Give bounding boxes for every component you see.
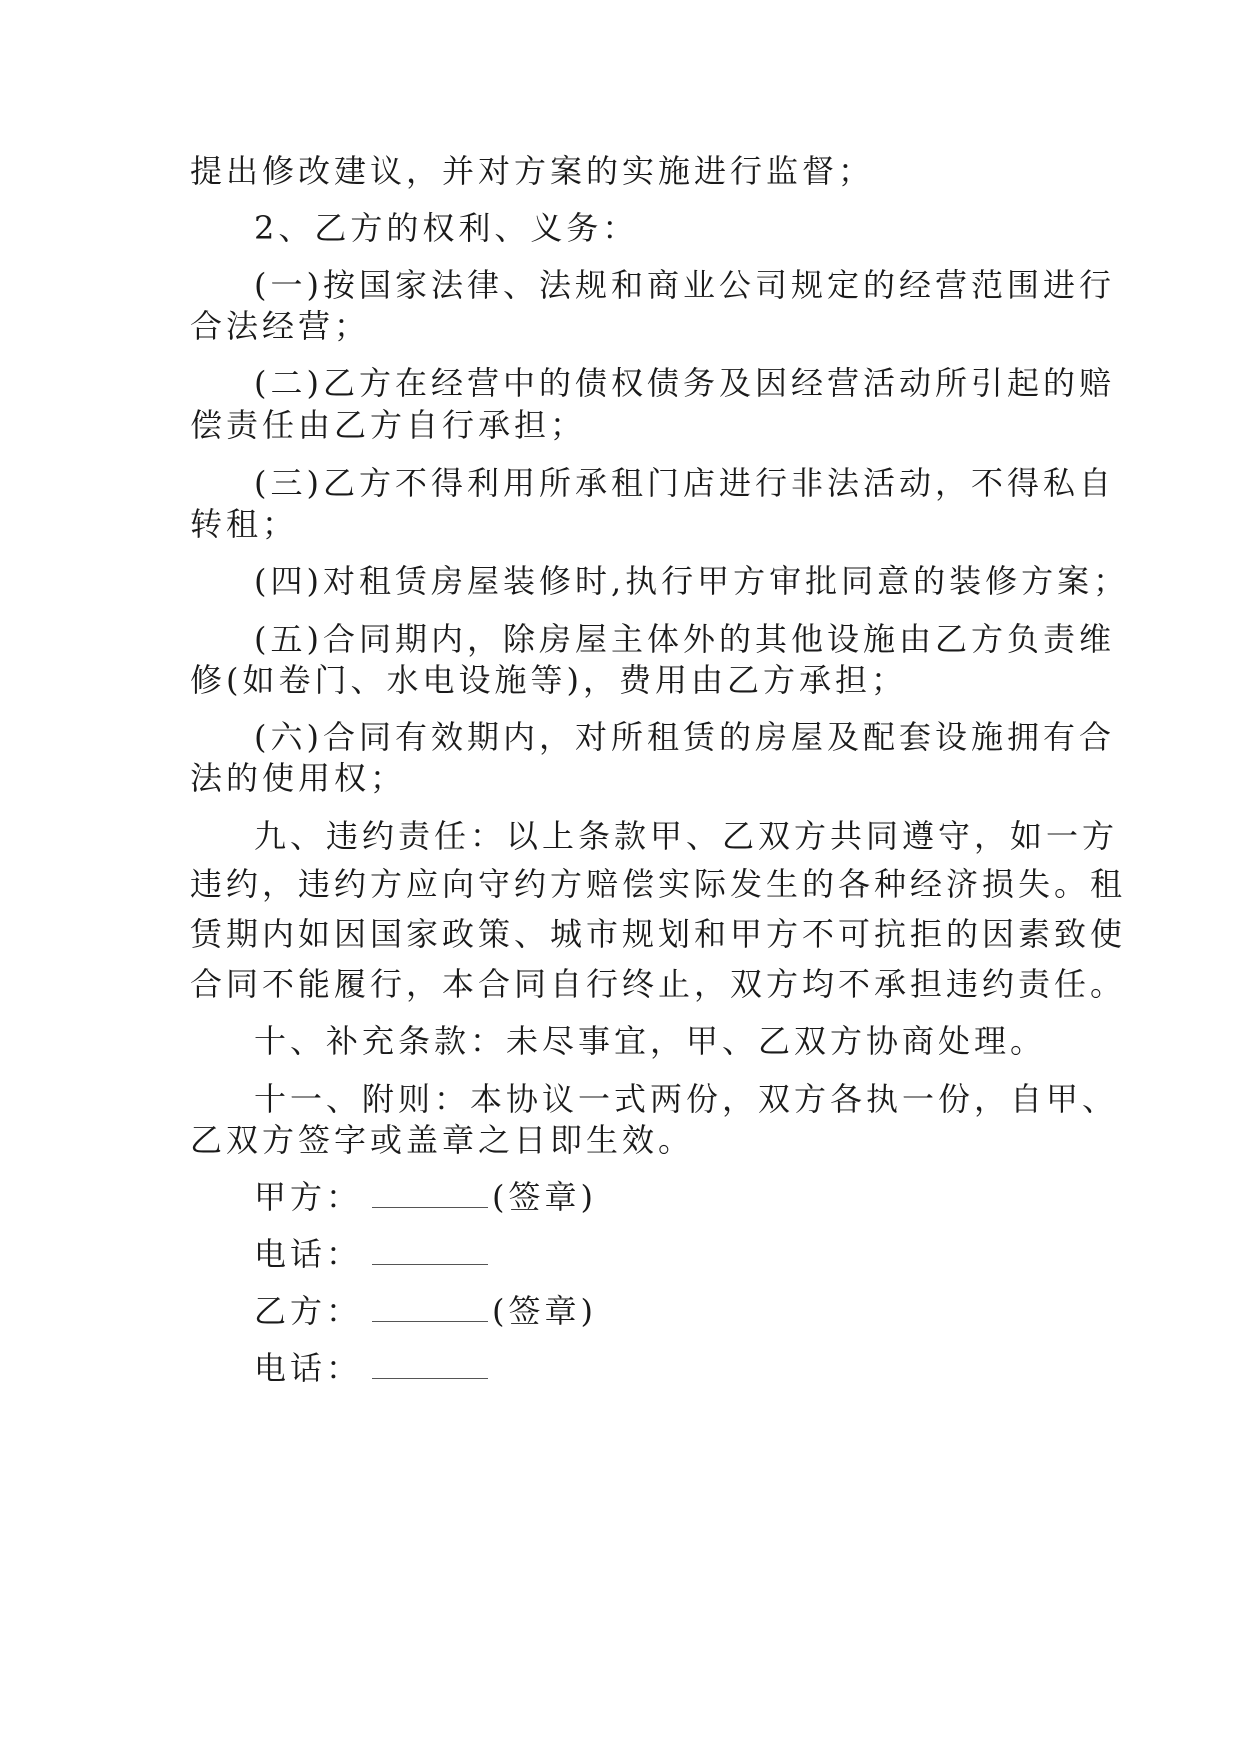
paragraph-line: 修(如卷门、水电设施等)，费用由乙方承担； <box>190 661 907 699</box>
paragraph-line: (四)对租赁房屋装修时,执行甲方审批同意的装修方案； <box>254 562 1130 600</box>
paragraph-line: 乙双方签字或盖章之日即生效。 <box>190 1121 695 1159</box>
paragraph-line: 转租； <box>190 505 299 543</box>
phone-a-blank <box>372 1238 488 1265</box>
phone-b-label: 电话： <box>254 1349 363 1387</box>
party-b-seal-suffix: (签章) <box>492 1292 597 1330</box>
paragraph-line: (二)乙方在经营中的债权债务及因经营活动所引起的赔 <box>254 364 1115 402</box>
paragraph-line: (一)按国家法律、法规和商业公司规定的经营范围进行 <box>254 266 1115 304</box>
party-a-blank <box>372 1181 488 1208</box>
party-b-label: 乙方： <box>254 1292 363 1330</box>
paragraph-line: 偿责任由乙方自行承担； <box>190 406 587 444</box>
paragraph-line: 十一、附则：本协议一式两份，双方各执一份，自甲、 <box>254 1080 1119 1118</box>
phone-b-blank <box>372 1352 488 1379</box>
party-a-phone-line <box>254 1234 492 1274</box>
paragraph-line: 合法经营； <box>190 307 371 345</box>
paragraph-line: (三)乙方不得利用所承租门店进行非法活动，不得私自 <box>254 464 1115 502</box>
paragraph-line: 十、补充条款：未尽事宜，甲、乙双方协商处理。 <box>254 1022 1047 1060</box>
paragraph-line: 合同不能履行，本合同自行终止，双方均不承担违约责任。 <box>190 965 1127 1003</box>
party-b-blank <box>372 1295 488 1322</box>
paragraph-line: 违约，违约方应向守约方赔偿实际发生的各种经济损失。租 <box>190 865 1127 903</box>
party-a-seal-suffix: (签章) <box>492 1178 597 1216</box>
paragraph-line: 提出修改建议，并对方案的实施进行监督； <box>190 152 875 190</box>
phone-a-label: 电话： <box>254 1235 363 1273</box>
section-heading: 2、乙方的权利、义务： <box>254 209 639 247</box>
party-b-phone-line <box>254 1348 492 1388</box>
paragraph-line: 法的使用权； <box>190 759 407 797</box>
paragraph-line: (五)合同期内，除房屋主体外的其他设施由乙方负责维 <box>254 620 1115 658</box>
party-b-signature-line <box>254 1291 597 1331</box>
party-a-signature-line <box>254 1177 597 1217</box>
paragraph-line: 九、违约责任：以上条款甲、乙双方共同遵守，如一方 <box>254 817 1119 855</box>
paragraph-line: 赁期内如因国家政策、城市规划和甲方不可抗拒的因素致使 <box>190 915 1127 953</box>
party-a-label: 甲方： <box>254 1178 363 1216</box>
paragraph-line: (六)合同有效期内，对所租赁的房屋及配套设施拥有合 <box>254 718 1115 756</box>
